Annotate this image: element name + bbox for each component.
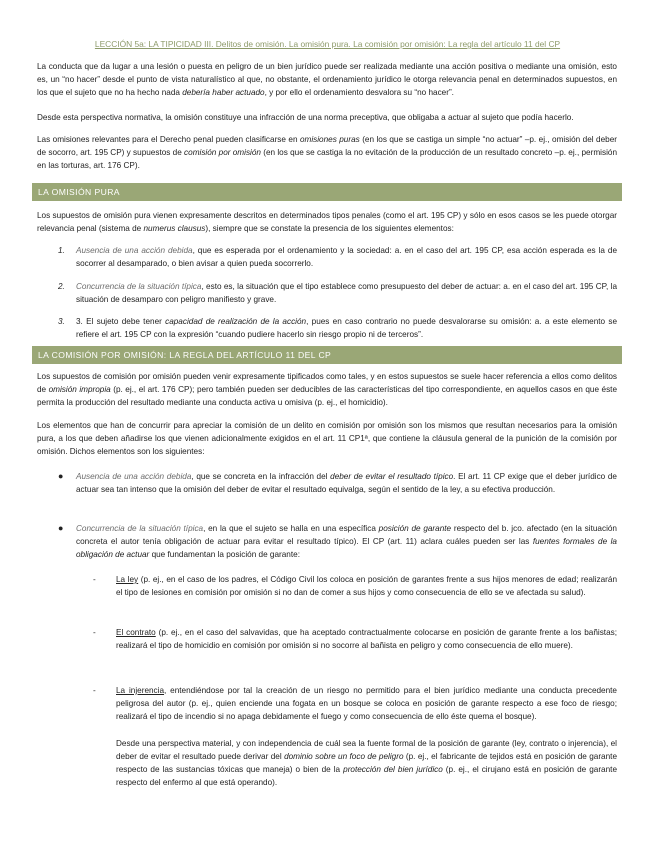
sub-item-contrato-text: (p. ej., en el caso del salvavidas, que ha aceptado contractualmente colocarse en posición de garante frente a los bañistas; realizará el tipo de homicidio en comisión por omisión si no socorre al bañista en peligro y como consecuencia de ello muere).	[116, 628, 617, 650]
intro-p3-italic-1: omisiones puras	[299, 135, 360, 144]
bullet-item-2	[76, 522, 617, 561]
bullet-2-italic-2: fuentes formales de la obligación de actuar	[76, 537, 617, 559]
s1-p1-b: ), siempre que se constate la presencia de los siguientes elementos:	[205, 224, 454, 233]
sub-item-contrato	[116, 626, 617, 652]
lesson-title: LECCIÓN 5a: LA TIPICIDAD III. Delitos de omisión. La omisión pura. La comisión por omisión: La regla del artículo 11 del CP	[94, 39, 561, 49]
section-heading-comision-por-omision: LA COMISIÓN POR OMISIÓN: LA REGLA DEL ARTÍCULO 11 DEL CP	[32, 346, 622, 364]
s2-p3-c: (p. ej., el cirujano está en posición de garante respecto del enfermo al que está operando).	[116, 765, 617, 787]
bullet-1-a: , que se concreta en la infracción del	[191, 472, 331, 481]
intro-p3-italic-2: comisión por omisión	[184, 148, 261, 157]
s2-p3-b: (p. ej., el fabricante de tejidos está en posición de garante respecto de las sustancias tóxicas que maneja) o bien de la	[116, 752, 617, 774]
list-item-2	[76, 280, 617, 306]
section2-paragraph-2: Los elementos que han de concurrir para apreciar la comisión de un delito en comisión por omisión son los mismos que resultan necesarios para la omisión pura, a los que deben añadirse los que vienen adicionalmente exigidos en el art. 11 CP1ª, que contiene la cláusula general de la punición de la comisión por omisión. Dichos elementos son los siguientes:	[37, 421, 617, 456]
sub-dash-2: -	[93, 628, 96, 637]
intro-paragraph-2: Desde esta perspectiva normativa, la omisión constituye una infracción de una norma preceptiva, que obligaba a actuar al sujeto que podía hacerlo.	[37, 113, 574, 122]
list-number-2: 2.	[58, 282, 65, 291]
intro-p1-italic: debería haber actuado	[182, 88, 265, 97]
bullet-2-italic: posición de garante	[378, 524, 452, 533]
s2-p1-italic: omisión impropia	[48, 385, 111, 394]
list-item-3-lead: 3. El sujeto debe tener	[76, 317, 166, 326]
sub-item-injerencia-text: , entendiéndose por tal la creación de un riesgo no permitido para el bien jurídico mediante una conducta precedente peligrosa del autor (p. ej., quien enciende una fogata en un bosque se coloca en posición de garante respecto a ese foco de riesgo; realizará el tipo de incendio si no apaga debidamente el fuego y como consecuencia de ello éste quema el bosque).	[116, 686, 617, 721]
s2-p3-italic-2: protección del bien jurídico	[343, 765, 443, 774]
s2-p3-a: Desde una perspectiva material, y con independencia de cuál sea la fuente formal de la posición de garante (ley, contrato o injerencia), el deber de evitar el resultado puede derivar del	[116, 739, 617, 761]
list-item-3	[76, 315, 617, 341]
s1-p1-italic: numerus clausus	[143, 224, 206, 233]
list-item-3-text: , pues en caso contrario no puede desvalorarse su omisión: a. a este elemento se refiere el art. 195 CP con la expresión “cuando pudiere hacerlo sin riesgo propio ni de terceros”.	[76, 317, 618, 339]
list-item-2-lead: Concurrencia de la situación típica	[76, 282, 202, 291]
s2-p1-a: Los supuestos de comisión por omisión pueden venir expresamente tipificados como tales, y en estos supuestos se suele hacer referencia a ellos como delitos de	[37, 372, 617, 394]
intro-p1-text: La conducta que da lugar a una lesión o puesta en peligro de un bien jurídico puede ser realizada mediante una acción positiva o mediante una omisión, esto es, un “no hacer” desde el punto de vista naturalístico al que, no obstante, el ordenamiento jurídico le otorga relevancia penal en determinados supuestos, en los que el sujeto que no ha hecho nada	[37, 62, 617, 97]
sub-dash-1: -	[93, 575, 96, 584]
bullet-1-b: . El art. 11 CP exige que el deber jurídico de actuar sea tan intenso que la omisión del deber de evitar el resultado equivalga, según el sentido de la ley, a su efectiva producción.	[76, 472, 617, 494]
section2-paragraph-3	[116, 737, 617, 789]
bullet-dot-1: ●	[58, 471, 64, 481]
intro-p3-b: (en los que se castiga un simple “no actuar” –p. ej., omisión del deber de socorro, art. 195 CP) y supuestos de	[37, 135, 617, 157]
list-item-1-text: , que es esperada por el ordenamiento y la sociedad: a. en el caso del art. 195 CP, esa acción esperada es la de socorrer al desamparado, o bien avisar a quien pueda socorrerlo.	[76, 246, 617, 268]
bullet-2-a: , en la que el sujeto se halla en una específica	[203, 524, 379, 533]
s2-p1-b: (p. ej., el art. 176 CP); pero también pueden ser deducibles de las características del tipo correspondiente, en aquellos casos en que éste permita la producción del resultado mediante una conducta activa u omisiva (p. ej., el homicidio).	[37, 385, 617, 407]
list-item-2-text: , esto es, la situación que el tipo establece como presupuesto del deber de actuar: a. en el caso del art. 195 CP, la situación de desamparo con peligro manifiesto y grave.	[76, 282, 618, 304]
section1-paragraph	[37, 209, 617, 235]
section2-paragraph-1	[37, 370, 617, 409]
section-heading-omision-pura: LA OMISIÓN PURA	[32, 183, 622, 201]
list-item-1-lead: Ausencia de una acción debida	[76, 246, 193, 255]
sub-item-injerencia	[116, 684, 617, 723]
bullet-2-b: respecto del b. jco. afectado (en la situación concreta el autor tenía obligación de actuar para evitar el resultado típico). El CP (art. 11) aclara cuáles pueden ser las	[76, 524, 617, 546]
intro-p3-a: Las omisiones relevantes para el Derecho penal pueden clasificarse en	[37, 135, 300, 144]
bullet-1-lead: Ausencia de una acción debida	[76, 472, 192, 481]
sub-item-ley-label: La ley	[116, 575, 139, 584]
bullet-2-lead: Concurrencia de la situación típica	[76, 524, 204, 533]
bullet-item-1	[76, 470, 617, 496]
bullet-2-c: que fundamentan la posición de garante:	[149, 550, 300, 559]
sub-item-injerencia-label: La injerencia	[116, 686, 165, 695]
sub-dash-3: -	[93, 686, 96, 695]
list-number-1: 1.	[58, 246, 65, 255]
sub-item-contrato-label: El contrato	[116, 628, 156, 637]
list-item-1	[76, 244, 617, 270]
sub-item-ley-text: (p. ej., en el caso de los padres, el Código Civil los coloca en posición de garantes frente a sus hijos menores de edad; realizarán el tipo de lesiones en comisión por omisión si no dan de comer a sus hijos y como consecuencia de ello se ve afectada su salud).	[116, 575, 617, 597]
s2-p3-italic-1: dominio sobre un foco de peligro	[284, 752, 404, 761]
list-item-3-italic: capacidad de realización de la acción	[165, 317, 307, 326]
intro-paragraph-1	[37, 60, 617, 99]
list-number-3: 3.	[58, 317, 65, 326]
s1-p1-a: Los supuestos de omisión pura vienen expresamente descritos en determinados tipos penales (como el art. 195 CP) y sólo en esos casos se les puede otorgar relevancia penal (sistema de	[37, 211, 617, 233]
sub-item-ley	[116, 573, 617, 599]
intro-p3-c: (en los que se castiga la no evitación de la producción de un resultado concreto –p. ej., permisión en las torturas, art. 176 CP).	[37, 148, 617, 170]
bullet-1-italic: deber de evitar el resultado típico	[330, 472, 454, 481]
intro-p1-end: , y por ello el ordenamiento desvalora su “no hacer”.	[264, 88, 454, 97]
intro-paragraph-3	[37, 133, 617, 172]
bullet-dot-2: ●	[58, 523, 64, 533]
